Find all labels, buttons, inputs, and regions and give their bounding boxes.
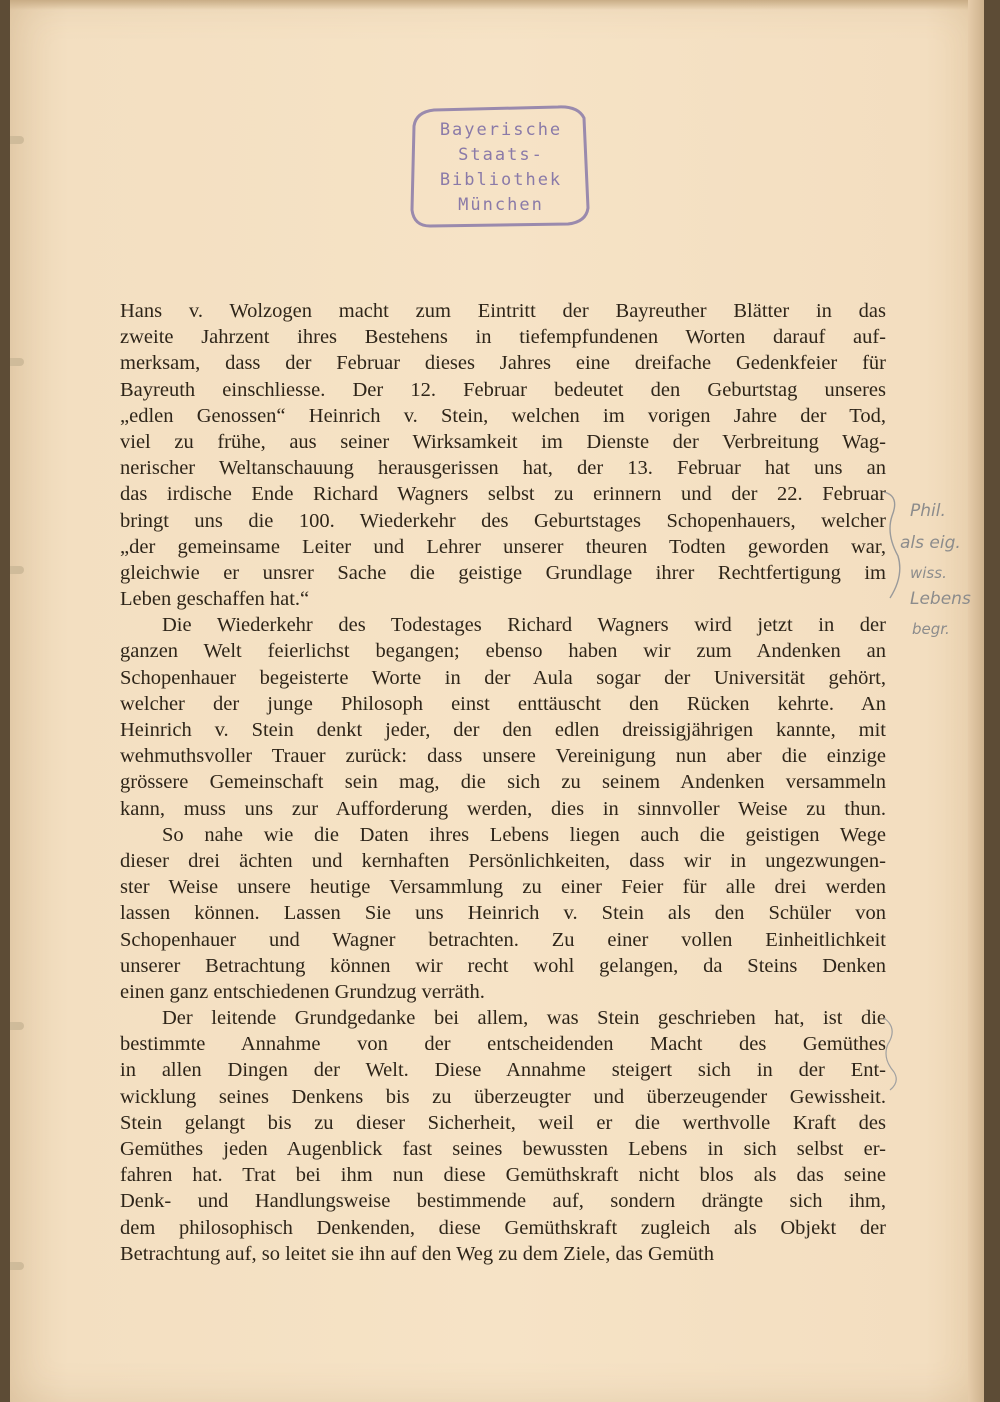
text-line: merksam, dass der Februar dieses Jahres eine dreifache Gedenkfeier für <box>120 352 886 375</box>
text-line: Heinrich v. Stein denkt jeder, der den edlen dreissigjährigen kannte, mit <box>120 719 886 741</box>
text-line: Schopenhauer begeisterte Worte in der Aula sogar der Universität gehört, <box>120 666 886 689</box>
book-page <box>10 0 984 1402</box>
text-line: wehmuthsvoller Trauer zurück: dass unsere Vereinigung nun aber die einzige <box>120 745 886 768</box>
text-line: ster Weise unsere heutige Versammlung zu einer Feier für alle drei werden <box>120 876 886 899</box>
text-line: Die Wiederkehr des Todestages Richard Wagners wird jetzt in der <box>162 614 886 637</box>
text-line: grössere Gemeinschaft sein mag, die sich zu seinem Andenken versammeln <box>120 771 886 794</box>
text-line: nerischer Weltanschauung herausgerissen hat, der 13. Februar hat uns an <box>120 457 886 480</box>
text-line: Leben geschaffen hat.“ <box>120 588 310 611</box>
text-line: lassen können. Lassen Sie uns Heinrich v. Stein als den Schüler von <box>120 902 886 925</box>
text-line: Der leitende Grundgedanke bei allem, was Stein geschrieben hat, ist die <box>162 1007 886 1030</box>
text-line: dieser drei ächten und kernhaften Persönlichkeiten, dass wir in ungezwungen- <box>120 849 886 872</box>
text-line: das irdische Ende Richard Wagners selbst zu erinnern und der 22. Februar <box>120 483 886 506</box>
library-stamp <box>408 104 594 230</box>
text-line: kann, muss uns zur Aufforderung werden, dies in sinnvoller Weise zu thun. <box>120 797 886 820</box>
text-line: Schopenhauer und Wagner betrachten. Zu einer vollen Einheitlichkeit <box>120 928 886 951</box>
text-line: viel zu frühe, aus seiner Wirksamkeit im Dienste der Verbreitung Wag- <box>120 430 886 453</box>
binding-mark <box>10 1022 24 1030</box>
body-text <box>120 298 886 1267</box>
text-line: unserer Betrachtung können wir recht wohl gelangen, da Steins Denken <box>120 954 886 977</box>
text-line: dem philosophisch Denkenden, diese Gemüthskraft zugleich als Objekt der <box>120 1216 886 1239</box>
page-top-edge <box>10 0 984 10</box>
stamp-line: München <box>458 195 544 215</box>
text-line: bestimmte Annahme von der entscheidenden Macht des Gemüthes <box>120 1033 886 1056</box>
text-line: Bayreuth einschliesse. Der 12. Februar bedeutet den Geburtstag unseres <box>120 378 886 401</box>
pencil-bracket-icon <box>880 1014 910 1094</box>
text-line: Denk- und Handlungsweise bestimmende auf, sondern drängte sich ihm, <box>120 1190 886 1213</box>
pencil-bracket-icon <box>878 486 918 626</box>
stamp-line: Bayerische <box>439 120 563 140</box>
binding-mark <box>10 358 24 366</box>
binding-mark <box>10 1262 24 1270</box>
text-line: Stein gelangt bis zu dieser Sicherheit, weil er die werthvolle Kraft des <box>120 1111 886 1134</box>
text-line: fahren hat. Trat bei ihm nun diese Gemüthskraft nicht blos als das seine <box>120 1164 886 1187</box>
stamp-line: Bibliothek <box>439 170 563 190</box>
margin-note: wiss. <box>910 564 947 582</box>
page-right-edge <box>968 0 984 1402</box>
text-line: bringt uns die 100. Wiederkehr des Geburtstages Schopenhauers, welcher <box>120 509 886 532</box>
margin-note: begr. <box>912 620 950 638</box>
text-line: „edlen Genossen“ Heinrich v. Stein, welchen im vorigen Jahre der Tod, <box>120 404 886 427</box>
text-line: Hans v. Wolzogen macht zum Eintritt der Bayreuther Blätter in das <box>120 300 886 322</box>
margin-note: als eig. <box>900 533 961 553</box>
text-line: zweite Jahrzent ihres Bestehens in tiefempfundenen Worten darauf auf- <box>120 326 886 349</box>
text-line: gleichwie er unsrer Sache die geistige Grundlage ihrer Rechtfertigung im <box>120 561 886 584</box>
text-line: „der gemeinsame Leiter und Lehrer unserer theuren Todten geworden war, <box>120 535 886 558</box>
text-line: in allen Dingen der Welt. Diese Annahme steigert sich in der Ent- <box>120 1059 886 1082</box>
text-line: welcher der junge Philosoph einst enttäuscht den Rücken kehrte. An <box>120 692 886 715</box>
margin-note: Lebens <box>910 589 971 609</box>
binding-mark <box>10 566 24 574</box>
margin-note: Phil. <box>910 501 946 521</box>
text-line: Betrachtung auf, so leitet sie ihn auf den Weg zu dem Ziele, das Gemüth <box>120 1242 714 1265</box>
text-line: ganzen Welt feierlichst begangen; ebenso haben wir zum Andenken an <box>120 640 886 663</box>
text-line: Gemüthes jeden Augenblick fast seines bewussten Lebens in sich selbst er- <box>120 1138 886 1160</box>
text-line: wicklung seines Denkens bis zu überzeugter und überzeugender Gewissheit. <box>120 1085 886 1108</box>
text-line: So nahe wie die Daten ihres Lebens liegen auch die geistigen Wege <box>162 823 886 846</box>
text-line: einen ganz entschiedenen Grundzug verräth. <box>120 980 485 1003</box>
binding-mark <box>10 136 24 144</box>
stamp-line: Staats- <box>458 145 544 165</box>
